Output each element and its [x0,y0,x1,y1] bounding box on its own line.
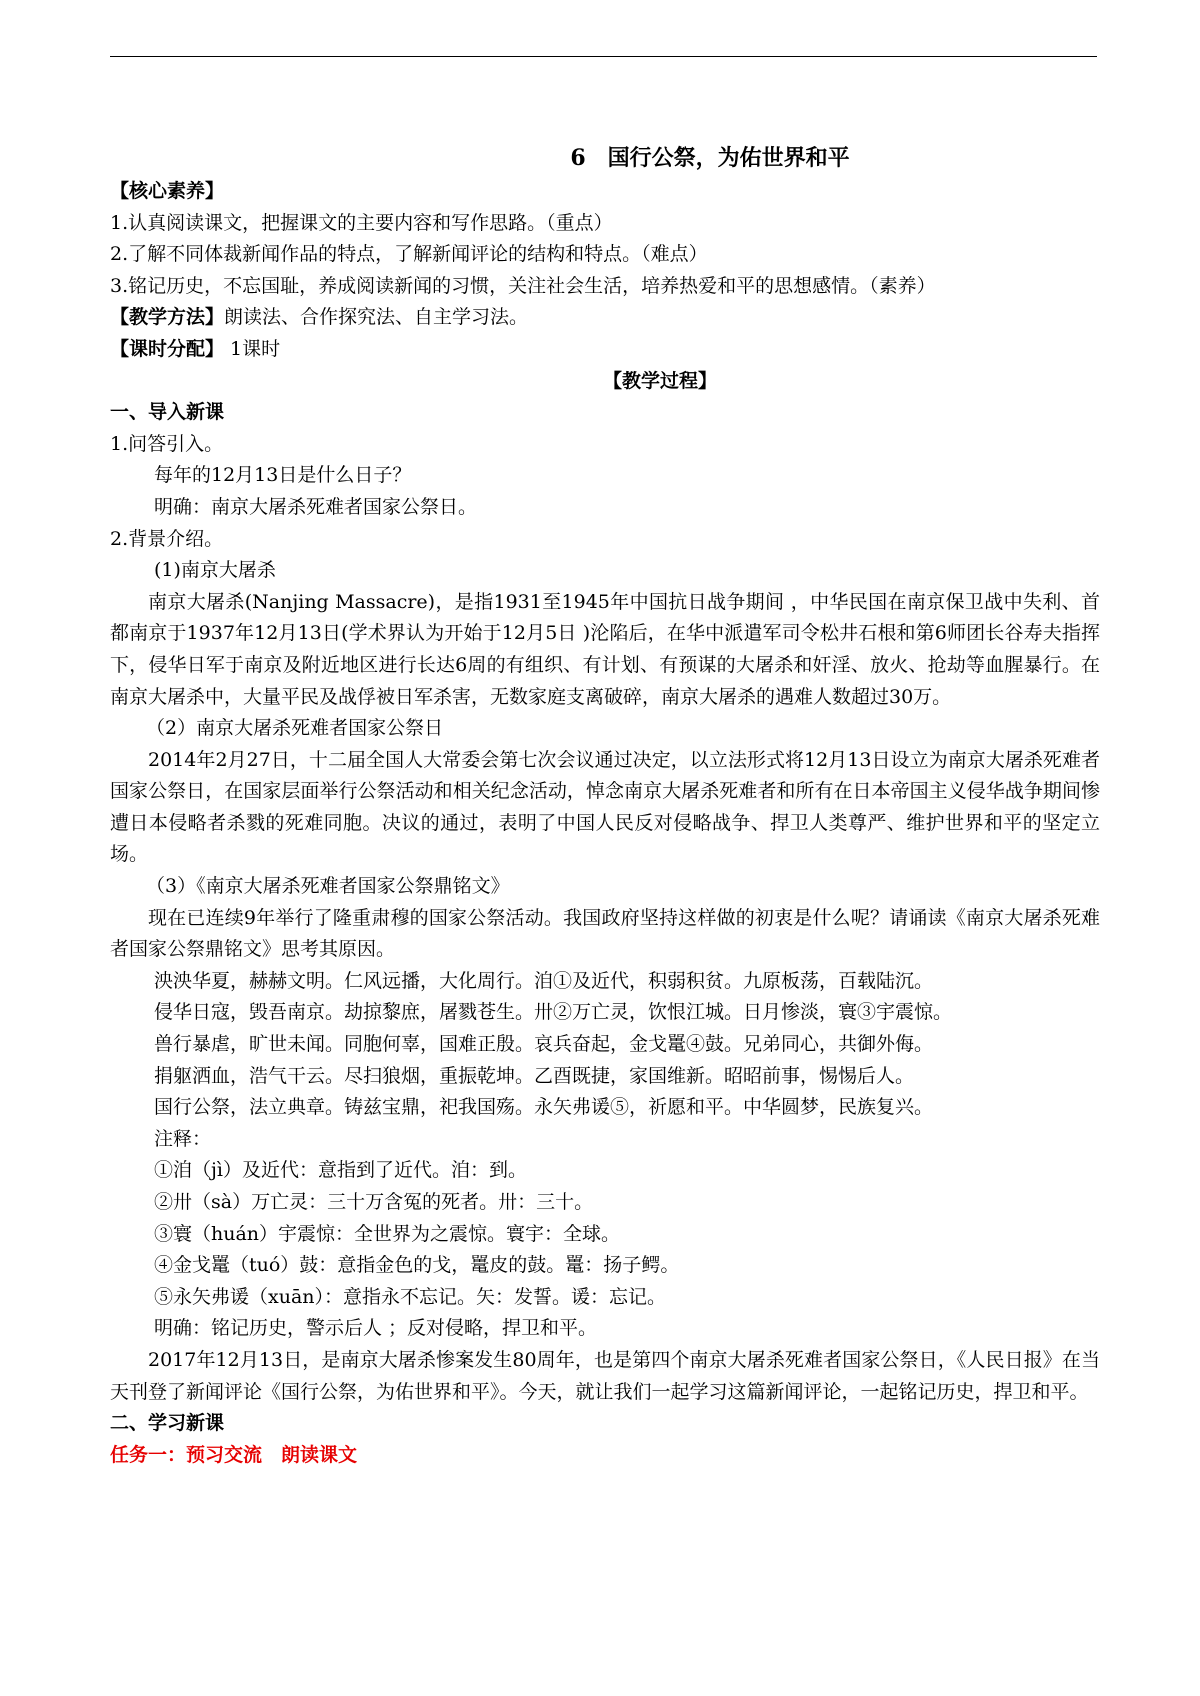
inscription-line-1: 泱泱华夏，赫赫文明。仁风远播，大化周行。洎①及近代，积弱积贫。九原板荡，百载陆沉。 [154,969,934,992]
core-heading: 【核心素养】 [110,180,225,202]
class-period-label: 【课时分配】 [110,337,225,360]
note-5: ⑤永矢弗谖（xuān）：意指永不忘记。矢：发誓。谖：忘记。 [154,1285,667,1308]
answer-text: 明确：南京大屠杀死难者国家公祭日。 [154,495,478,518]
intro-paragraph: 2017年12月13日，是南京大屠杀惨案发生80周年，也是第四个南京大屠杀死难者国家公祭日，《人民日报》在当天刊登了新闻评论《国行公祭，为佑世界和平》。今天，就让我们一起学习这篇新闻评论，一起铭记历史，捍卫和平。 [110,1348,1100,1403]
conclusion-text: 明确：铭记历史，警示后人 ；反对侵略，捍卫和平。 [154,1317,598,1340]
background-sub3: （3）《南京大屠杀死难者国家公祭鼎铭文》 [146,875,510,898]
lesson-title: 6 国行公祭，为佑世界和平 [570,145,850,171]
inscription-line-4: 捐躯洒血，浩气干云。尽扫狼烟，重振乾坤。乙酉既捷，家国维新。昭昭前事，惕惕后人。 [154,1064,915,1087]
section2-heading: 二、学习新课 [110,1412,225,1435]
notes-label: 注释： [154,1127,212,1150]
teaching-method-label: 【教学方法】 [110,306,225,329]
background-paragraph-2: 2014年2月27日，十二届全国人大常委会第七次会议通过决定，以立法形式将12月13日设立为南京大屠杀死难者国家公祭日，在国家层面举行公祭活动和相关纪念活动，悼念南京大屠杀死难者和所有在日本帝国主义侵华战争期间惨遭日本侵略者杀戮的死难同胞。决议的通过，表明了中国人民反对侵略战争、捍卫人类尊严、维护世界和平的坚定立场。 [110,748,1100,866]
question-text: 每年的12月13日是什么日子？ [154,464,412,487]
core-item-1: 1.认真阅读课文，把握课文的主要内容和写作思路。（重点） [110,211,613,234]
background-sub2: （2）南京大屠杀死难者国家公祭日 [146,717,444,740]
core-item-3: 3.铭记历史，不忘国耻，养成阅读新闻的习惯，关注社会生活，培养热爱和平的思想感情。（素养） [110,274,936,297]
class-period [110,334,1100,366]
teaching-method [110,302,1100,334]
header-rule [110,56,1097,57]
task1-heading: 任务一：预习交流 朗读课文 [110,1443,358,1466]
note-1: ①洎（jì）及近代：意指到了近代。洎：到。 [154,1159,527,1182]
note-2: ②卅（sà）万亡灵：三十万含冤的死者。卅：三十。 [154,1191,594,1213]
lesson-document [110,140,1100,1471]
section1-heading: 一、导入新课 [110,401,225,424]
background-sub1: (1)南京大屠杀 [154,559,276,582]
inscription-line-5: 国行公祭，法立典章。铸兹宝鼎，祀我国殇。永矢弗谖⑤，祈愿和平。中华圆梦，民族复兴。 [154,1096,934,1119]
note-3: ③寰（huán）宇震惊：全世界为之震惊。寰宇：全球。 [154,1222,621,1245]
teaching-method-text: 朗读法、合作探究法、自主学习法。 [224,306,529,329]
background-paragraph-3: 现在已连续9年举行了隆重肃穆的国家公祭活动。我国政府坚持这样做的初衷是什么呢？请诵读《南京大屠杀死难者国家公祭鼎铭文》思考其原因。 [110,906,1100,961]
inscription-line-3: 兽行暴虐，旷世未闻。同胞何辜，国难正殷。哀兵奋起，金戈鼍④鼓。兄弟同心，共御外侮。 [154,1033,934,1056]
background-label: 2.背景介绍。 [110,527,224,550]
class-period-text: 1课时 [224,337,281,360]
core-item-2: 2.了解不同体裁新闻作品的特点，了解新闻评论的结构和特点。（难点） [110,243,708,266]
inscription-line-2: 侵华日寇，毁吾南京。劫掠黎庶，屠戮苍生。卅②万亡灵，饮恨江城。日月惨淡，寰③宇震惊。 [154,1001,953,1024]
note-4: ④金戈鼍（tuó）鼓：意指金色的戈，鼍皮的鼓。鼍：扬子鳄。 [154,1254,680,1277]
background-paragraph-1: 南京大屠杀(Nanjing Massacre)，是指1931至1945年中国抗日战争期间 ，中华民国在南京保卫战中失利、首都南京于1937年12月13日(学术界认为开始于12月5日 )沦陷后，在华中派遣军司令松井石根和第6师团长谷寿夫指挥下，侵华日军于南京及附近地区进行长达6周的有组织、有计划、有预谋的大屠杀和奸淫、放火、抢劫等血腥暴行。在南京大屠杀中，大量平民及战俘被日军杀害，无数家庭支离破碎，南京大屠杀的遇难人数超过30万。 [110,590,1100,708]
process-heading: 【教学过程】 [602,369,717,392]
question-label: 1.问答引入。 [110,432,224,455]
